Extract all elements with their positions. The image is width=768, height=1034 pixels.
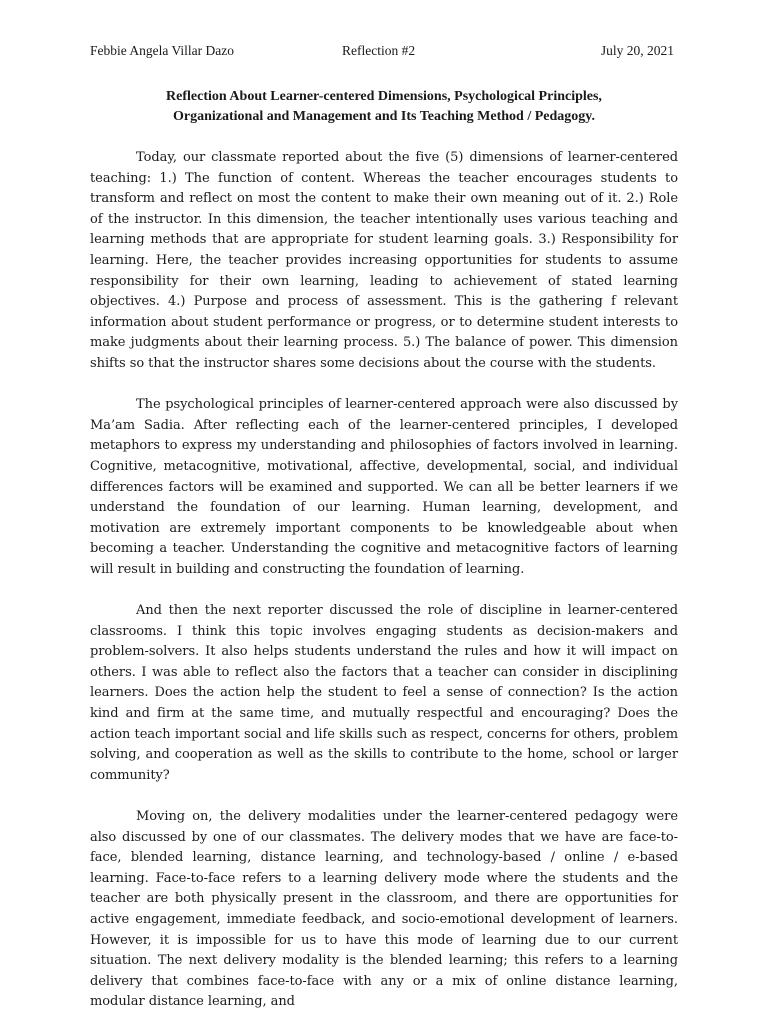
- document-title: [90, 87, 678, 127]
- title-line-2: Organizational and Management and Its Teaching Method / Pedagogy.: [173, 109, 595, 124]
- document-header: [90, 43, 674, 65]
- paragraph-4: Moving on, the delivery modalities under the learner-centered pedagogy were also discussed by one of our classmates. The delivery modes that we have are face-to-face, blended learning, distance learning, and technology-based / online / e-based learning. Face-to-face refers to a learning delivery mode where the students and the teacher are both physically present in the classroom, and there are opportunities for active engagement, immediate feedback, and socio-emotional development of learners. However, it is impossible for us to have this mode of learning due to our current situation. The next delivery modality is the blended learning; this refers to a learning delivery that combines face-to-face with any or a mix of online distance learning, modular distance learning, and: [90, 809, 678, 1010]
- paragraph-2: The psychological principles of learner-centered approach were also discussed by Ma’am Sadia. After reflecting each of the learner-centered principles, I developed metaphors to express my understanding and philosophies of factors involved in learning. Cognitive, metacognitive, motivational, affective, developmental, social, and individual differences factors will be examined and supported. We can all be better learners if we understand the foundation of our learning. Human learning, development, and motivation are extremely important components to be knowledgeable about when becoming a teacher. Understanding the cognitive and metacognitive factors of learning will result in building and constructing the foundation of learning.: [90, 397, 678, 577]
- author-name: Febbie Angela Villar Dazo: [90, 43, 235, 58]
- document-date: July 20, 2021: [600, 43, 674, 58]
- document-body: [90, 148, 678, 1034]
- reflection-label: Reflection #2: [342, 43, 416, 58]
- title-line-1: Reflection About Learner-centered Dimensions, Psychological Principles,: [166, 89, 602, 104]
- paragraph-3: And then the next reporter discussed the role of discipline in learner-centered classrooms. I think this topic involves engaging students as decision-makers and problem-solvers. It also helps students understand the rules and how it will impact on others. I was able to reflect also the factors that a teacher can consider in disciplining learners. Does the action help the student to feel a sense of connection? Is the action kind and firm at the same time, and mutually respectful and encouraging? Does the action teach important social and life skills such as respect, concerns for others, problem solving, and cooperation as well as the skills to contribute to the home, school or larger community?: [90, 603, 678, 783]
- paragraph-1: Today, our classmate reported about the five (5) dimensions of learner-centered teaching: 1.) The function of content. Whereas the teacher encourages students to transform and reflect on most the content to make their own meaning out of it. 2.) Role of the instructor. In this dimension, the teacher intentionally uses various teaching and learning methods that are appropriate for student learning goals. 3.) Responsibility for learning. Here, the teacher provides increasing opportunities for students to assume responsibility for their own learning, leading to achievement of stated learning objectives. 4.) Purpose and process of assessment. This is the gathering f relevant information about student performance or progress, or to determine student interests to make judgments about their learning process. 5.) The balance of power. This dimension shifts so that the instructor shares some decisions about the course with the students.: [90, 150, 678, 371]
